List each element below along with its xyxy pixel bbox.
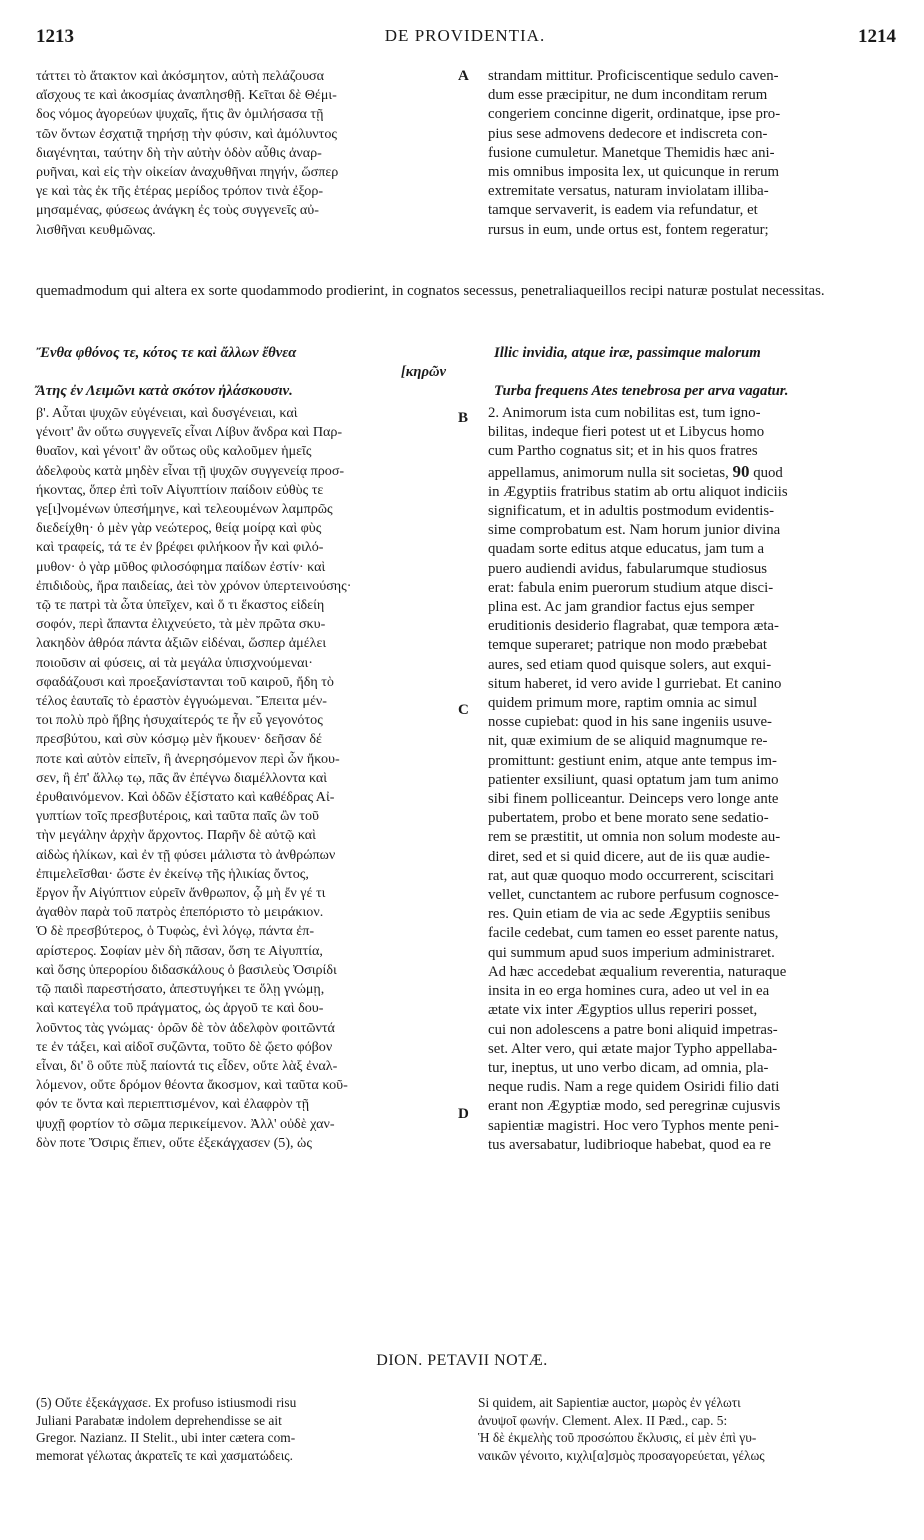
- greek-text-line: αρίστερος. Σοφίαν μὲν δὴ πᾶσαν, ὅση τε Αἰγυπτία,: [36, 942, 323, 959]
- note-text-line: Juliani Parabatæ indolem deprehendisse se ait: [36, 1412, 282, 1428]
- margin-letter-d: D: [458, 1106, 469, 1122]
- latin-text-segment: appellamus, animorum nulla sit societas,: [488, 464, 733, 481]
- greek-text-line: σφαδάζουσι καὶ προεξανίστανται τοῦ καιροῦ, ἤδη τὸ: [36, 673, 334, 690]
- latin-text-line: dum esse præcipitur, ne dum inconditam rerum: [488, 87, 768, 104]
- latin-text-segment: quod: [749, 464, 783, 481]
- latin-text-line: nit, quæ eximium de se aliquid magnumque re-: [488, 733, 768, 750]
- greek-text-line: μυθον· ὁ γὰρ μῦθος φιλοσόφημα παίδων ἐστίν· καὶ: [36, 558, 326, 575]
- latin-text-line: rursus in eum, unde ortus est, fontem regeratur;: [488, 221, 769, 238]
- notes-title: DION. PETAVII NOTÆ.: [376, 1352, 548, 1369]
- latin-text-line: sime comprobatum est. Nam horum junior divina: [488, 522, 781, 539]
- greek-column-top: [36, 67, 456, 240]
- greek-verse-line-1: Ἔνθα φθόνος τε, κότος τε καὶ ἄλλων ἔθνεα: [36, 345, 297, 361]
- note-text-line: memorat γέλωτας ἀκρατεῖς τε καὶ χασματώδεις.: [36, 1447, 293, 1463]
- latin-text-line: facile cedebat, cum tamen eo esset parente natus,: [488, 925, 779, 942]
- latin-verse-quote: [494, 344, 894, 401]
- greek-text-line: ἔργον ἦν Αἰγύπτιον εὑρεῖν ἄνθρωπον, ᾧ μὴ ἔν γέ τι: [36, 885, 326, 902]
- greek-text-line: ἐπιδιδοὺς, ἤρα παιδείας, ἀεὶ τὸν χρόνον ὑπερτεινούσης·: [36, 577, 352, 594]
- margin-letter-b: B: [458, 410, 469, 426]
- latin-verse-line-2: Turba frequens Ates tenebrosa per arva vagatur.: [494, 383, 789, 399]
- greek-text-line: καὶ κατεγέλα τοῦ πράγματος, ὡς ἀργοῦ τε καὶ δου-: [36, 1000, 324, 1017]
- latin-text-line: congeriem concinne digerit, ordinatque, ipse pro-: [488, 106, 781, 123]
- note-text-line: ναικῶν γένοιτο, κιχλι[α]σμὸς προσαγορεύεται, γέλως: [478, 1447, 765, 1463]
- greek-text-line: τε ἐν τάξει, καὶ αἰδοῖ συζῶντα, τοῦτο δὲ ᾤετο φόβον: [36, 1038, 333, 1055]
- greek-text-line: μησαμένας, φύσεως ἀνάγκη ἐς τοὺς συγγενεῖς αὐ-: [36, 202, 319, 219]
- latin-text-line: quidem primum more, raptim omnia ac simul: [488, 695, 758, 712]
- latin-text-line: patienter exsiliunt, quasi optatum jam tum animo: [488, 771, 779, 788]
- latin-text-line: situm haberet, id vero avide l gurriebat. Et canino: [488, 675, 782, 692]
- latin-verse-line-spacer: [494, 363, 894, 382]
- greek-text-line: πρεσβύτου, καὶ σὺν κόσμῳ μὲν ἤκουεν· δεῆσαν δέ: [36, 731, 322, 748]
- margin-letter-c: C: [458, 702, 469, 718]
- greek-text-line: ρυῆναι, καὶ εἰς τὴν οἰκείαν ἀναχυθῆναι πηγήν, ὥσπερ: [36, 164, 339, 181]
- greek-text-line: τῷ τε πατρὶ τὰ ὦτα ὑπεῖχεν, καὶ ὅ τι ἕκαστος εἰδείη: [36, 597, 325, 614]
- greek-verse-line-continuation: [κηρῶν: [400, 364, 446, 380]
- latin-text-line: nosse cupiebat: quod in his sane ingeniis usuve-: [488, 714, 772, 731]
- latin-fullwidth-paragraph: [36, 282, 894, 301]
- latin-text-line: extremitate versatus, naturam inviolatam illiba-: [488, 183, 769, 200]
- greek-text-line: τέλος ἑαυταῖς τὸ ἐραστὸν ἐγγυώμεναι. Ἔπειτα μέν-: [36, 693, 327, 710]
- note-text-line: Gregor. Nazianz. II Stelit., ubi inter cætera com-: [36, 1430, 296, 1446]
- page-number-right: 1214: [858, 26, 896, 47]
- latin-text-line: erant non Ægyptiæ modo, sed peregrinæ cujusvis: [488, 1098, 781, 1115]
- greek-text-line: καὶ τραφείς, τά τε ἐν βρέφει φιλήκοον ἦν καὶ φιλό-: [36, 539, 324, 556]
- greek-text-line: λισθῆναι κευθμῶνας.: [36, 221, 156, 238]
- note-text-line: Ἡ δὲ ἐκμελὴς τοῦ προσώπου ἔκλυσις, εἰ μὲν ἐπὶ γυ-: [478, 1430, 757, 1446]
- latin-text-line: pius sese admovens dedecore et indiscreta con-: [488, 125, 768, 142]
- greek-verse-quote: [36, 344, 456, 401]
- note-text-line: (5) Οὔτε ἐξεκάγχασε. Ex profuso istiusmodi risu: [36, 1395, 297, 1410]
- greek-text-line: καὶ ὅσης ὑπερορίου διδασκάλους ὁ βασιλεὺς Ὀσιρίδι: [36, 961, 337, 978]
- greek-text-line: τάττει τὸ ἄτακτον καὶ ἀκόσμητον, αὐτὴ πελάζουσα: [36, 68, 325, 84]
- page-number-left: 1213: [36, 26, 74, 47]
- greek-verse-line-2: Ἄτης ἐν Λειμῶνι κατὰ σκότον ἠλάσκουσιν.: [36, 383, 293, 399]
- latin-text-line: Ad hæc accedebat æqualium reverentia, naturaque: [488, 963, 787, 980]
- greek-text-line: σοφόν, περὶ ἅπαντα ἐλιχνεύετο, τὰ μὲν πρῶτα σκυ-: [36, 616, 326, 633]
- greek-text-line: γε[ι]νομένων ὑπεσήμηνε, καὶ τελεουμένων λαμπρῶς: [36, 501, 333, 518]
- latin-text-line: bilitas, indeque fieri potest ut et Libycus homo: [488, 424, 765, 441]
- latin-column-top: [488, 67, 894, 240]
- page-header: [30, 8, 900, 48]
- latin-text-line: 2. Animorum ista cum nobilitas est, tum igno-: [488, 405, 761, 421]
- latin-text-line: cui non adolescens a patre boni aliquid impetras-: [488, 1021, 778, 1038]
- greek-text-line: διαγένηται, ταύτην δὴ τὴν αὐτὴν ὁδὸν αὖθις ἀναρ-: [36, 144, 322, 161]
- latin-column-body: [488, 404, 894, 1155]
- greek-text-line: β'. Αὗται ψυχῶν εὐγένειαι, καὶ δυσγένειαι, καὶ: [36, 405, 298, 421]
- latin-text-line: rem se præstitit, ut omnia non solum modeste au-: [488, 829, 781, 846]
- latin-text-line: in Ægyptiis fratribus statim ab ortu aliquot indiciis: [488, 483, 788, 500]
- latin-text-line: [488, 462, 894, 483]
- latin-text-line: fusione cumuletur. Manetque Themidis hæc ani-: [488, 144, 775, 161]
- greek-text-line: αἴσχους τε καὶ ἀκοσμίας ἀναπλησθῇ. Κεῖται δὲ Θέμι-: [36, 87, 337, 104]
- greek-text-line: δὸν ποτε Ὄσιρις ἔπιεν, οὔτε ἐξεκάγχασεν (5), ὡς: [36, 1134, 312, 1151]
- greek-text-line: θυαῖον, καὶ γένοιτ' ἂν οὕτως οὓς καλοῦμεν ἡμεῖς: [36, 443, 312, 460]
- latin-text-line: tus aversabatur, ludibrioque habebat, quod ea re: [488, 1136, 771, 1153]
- note-text-line: Si quidem, ait Sapientiæ auctor, μωρὸς ἐν γέλωτι: [478, 1395, 741, 1410]
- latin-text-line: qui summum apud suos imperium administraret.: [488, 944, 775, 961]
- greek-text-line: Ὁ δὲ πρεσβύτερος, ὁ Τυφὼς, ἑνὶ λόγῳ, πάντα ἐπ-: [36, 923, 315, 940]
- greek-text-line: ποτε καὶ αὐτὸν εἰπεῖν, ἢ ἀνερησόμενον περὶ ὧν ἤκου-: [36, 750, 340, 767]
- latin-verse-line-1: Illic invidia, atque iræ, passimque malorum: [494, 345, 761, 361]
- greek-text-line: ἀγαθὸν παρὰ τοῦ πατρὸς ἐπεπόριστο τὸ μειράκιον.: [36, 904, 324, 921]
- greek-text-line: ήκοντας, ὅπερ ἐπὶ τοῖν Αἰγυπτίοιν παίδοιν εὐθὺς τε: [36, 481, 324, 498]
- latin-text-line: set. Alter vero, qui ætate major Typho appellaba-: [488, 1040, 778, 1057]
- latin-text-line: res. Quin etiam de via ac sede Ægyptiis senibus: [488, 906, 771, 923]
- latin-text-line: neque rudis. Nam a rege quidem Osiridi filio dati: [488, 1079, 780, 1096]
- greek-text-line: φόν τε ὄντα καὶ περιεπτισμένον, καὶ ἐλαφρὸν τῇ: [36, 1096, 310, 1113]
- greek-text-line: γένοιτ' ἂν οὕτω συγγενεῖς εἶναι Λίβυν ἄνδρα καὶ Παρ-: [36, 424, 343, 441]
- note-text-line: ἀνυψοῖ φωνήν. Clement. Alex. II Pæd., cap. 5:: [478, 1412, 728, 1428]
- running-title: DE PROVIDENTIA.: [384, 26, 546, 45]
- latin-text-line: puero audiendi avidus, fabularumque studiosus: [488, 560, 768, 577]
- latin-text-line: cum Partho cognatus sit; et in his quos fratres: [488, 443, 758, 460]
- latin-text-line: aures, sed etiam quod quisque solers, aut exqui-: [488, 656, 772, 673]
- latin-text-line: erat: fabula enim puerorum studium atque disci-: [488, 579, 774, 596]
- latin-text-line: promittunt: gestiunt enim, atque ante tempus im-: [488, 752, 777, 769]
- latin-text-line: plina est. Ac jam grandior factus ejus semper: [488, 599, 755, 616]
- greek-column-body: [36, 404, 456, 1153]
- notes-left-column: [36, 1394, 456, 1464]
- greek-text-line: ἐρυθαινόμενον. Καὶ ὁδῶν ἐξίστατο καὶ καθέδρας Αἰ-: [36, 789, 335, 806]
- greek-text-line: λόμενον, οὔτε δρόμον θέοντα ἄκοσμον, καὶ ταῦτα κοῦ-: [36, 1077, 348, 1094]
- latin-text-line: diret, sed et si quid dicere, aut de iis quæ audie-: [488, 848, 770, 865]
- latin-text-line: tur, ineptus, ut uno verbo dicam, ad omnia, pla-: [488, 1059, 769, 1076]
- latin-text-line: eruditionis desiderio flagrabat, quæ tempora æta-: [488, 618, 779, 635]
- greek-text-line: σεν, ἢ ἐπ' ἄλλῳ τῳ, πᾶς ἂν ἐπέγνω διαμέλλοντα καὶ: [36, 769, 328, 786]
- greek-text-line: λοῦντος τὰς γνώμας· ὁρῶν δὲ τὸν ἀδελφὸν φοιτῶντά: [36, 1019, 335, 1036]
- greek-text-line: λακηδὸν ἀθρόα πάντα ἀξιῶν εἰδέναι, ὥσπερ ἀμέλει: [36, 635, 327, 652]
- greek-text-line: τὴν μεγάλην ἀρχὴν ἄρχοντος. Παρῆν δὲ αὐτῷ καὶ: [36, 827, 316, 844]
- greek-text-line: ψυχῇ φορτίον τὸ σῶμα περικείμενον. Ἀλλ' οὐδὲ χαν-: [36, 1115, 335, 1132]
- greek-text-line: τοι πολὺ πρὸ ἥβης ἡσυχαίτερός τε ἦν εὖ γεγονότος: [36, 712, 323, 729]
- latin-text-line: rat, aut quæ quoquo modo occurrerent, sciscitari: [488, 867, 774, 884]
- greek-text-line: δος νόμος ἀγορεύων ψυχαῖς, ἥτις ἂν ὁμιλήσασα τῇ: [36, 106, 324, 123]
- latin-text-line: insita in eo erga homines cura, adeo ut vel in ea: [488, 983, 770, 1000]
- latin-text-line: temque superaret; patrique non modo præbebat: [488, 637, 768, 654]
- greek-text-line: ἀδελφοὺς κατὰ μηδὲν εἶναι τῇ ψυχῶν συγγενείᾳ προσ-: [36, 462, 345, 479]
- latin-text-line: tamque servaverit, is eadem via refundatur, et: [488, 202, 758, 219]
- latin-text-line: vellet, cunctantem ac rubore perfusum cognosce-: [488, 887, 779, 904]
- latin-text-line: pubertatem, probo et bene morato sene sedatio-: [488, 810, 769, 827]
- notes-right-column: [478, 1394, 894, 1464]
- inline-page-number: 90: [732, 461, 750, 481]
- latin-text-line: significatum, et in adultis postmodum evidentis-: [488, 503, 775, 520]
- greek-text-line: αἰδὼς ἡλίκων, καὶ ἐν τῇ φύσει μάλιστα τὸ ἀνθρώπων: [36, 846, 336, 863]
- latin-text-line: illos recipi naturæ postulat necessitas.: [600, 283, 825, 299]
- greek-text-line: τῷ παιδὶ παρεστήσατο, ἀπεστυγήκει τε ὅλῃ γνώμῃ,: [36, 981, 325, 998]
- latin-text-line: quemadmodum qui altera ex sorte quodammodo prodierint, in cognatos secessus, penetraliaque: [36, 283, 601, 299]
- greek-text-line: γε καὶ τὰς ἐκ τῆς ἑτέρας μερίδος τρόπον τινὰ ἐξορ-: [36, 183, 324, 200]
- greek-text-line: ποιοῦσιν αἱ φύσεις, αἱ τὰ μεγάλα ὑπισχνούμεναι·: [36, 654, 313, 671]
- latin-text-line: ætate vix inter Ægyptios ullus reperiri posset,: [488, 1002, 758, 1019]
- greek-text-line: γυπτίων τοῖς πρεσβυτέροις, καὶ ταῦτα παῖς ὢν τοῦ: [36, 808, 319, 825]
- margin-letter-a: A: [458, 68, 469, 84]
- latin-text-line: sibi finem polliceantur. Deinceps vero longe ante: [488, 791, 779, 808]
- latin-text-line: quadam sorte editus atque educatus, jam tum a: [488, 541, 765, 558]
- latin-text-line: sapientiæ magistri. Hoc vero Typhos mente peni-: [488, 1117, 779, 1134]
- greek-text-line: εἶναι, δι' ὃ οὔτε πὺξ παίοντά τις εἶδεν, οὔτε λὰξ ἐναλ-: [36, 1057, 338, 1074]
- greek-text-line: διεδείχθη· ὁ μὲν γὰρ νεώτερος, θείᾳ μοίρᾳ καὶ φὺς: [36, 520, 322, 537]
- latin-text-line: strandam mittitur. Proficiscentique sedulo caven-: [488, 68, 779, 84]
- greek-text-line: τῶν ὄντων ἐσχατιᾷ τηρήσῃ τὴν φύσιν, καὶ ἀμόλυντος: [36, 125, 337, 142]
- latin-text-line: mis omnibus imposita lex, ut quicunque in rerum: [488, 164, 779, 181]
- greek-text-line: ἐπιμελεῖσθαι· ὥστε ἐν ἐκείνῳ τῆς ἡλικίας ὄντος,: [36, 865, 309, 882]
